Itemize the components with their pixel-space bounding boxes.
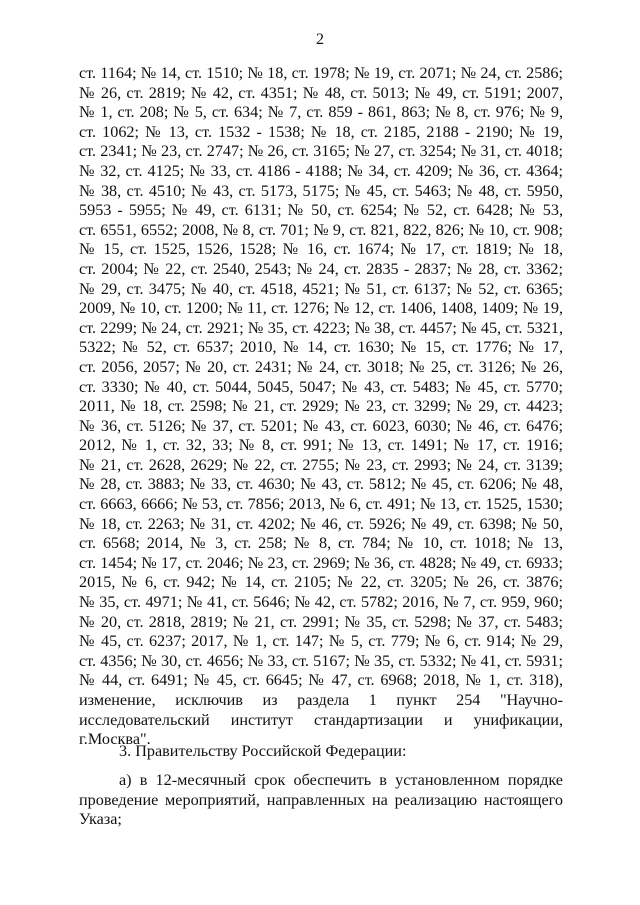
body-line: изменение, исключив из раздела 1 пункт 254 "Научно- bbox=[79, 691, 563, 709]
body-line: ст. 1062; № 13, ст. 1532 - 1538; № 18, ст. 2185, 2188 - 2190; № 19, bbox=[79, 122, 563, 141]
body-line: № 38, ст. 4510; № 43, ст. 5173, 5175; № 45, ст. 5463; № 48, ст. 5950, bbox=[79, 181, 563, 200]
body-line: № 35, ст. 4971; № 41, ст. 5646; № 42, ст. 5782; 2016, № 7, ст. 959, 960; bbox=[79, 593, 563, 612]
body-line: ст. 2299; № 24, ст. 2921; № 35, ст. 4223; № 38, ст. 4457; № 45, ст. 5321, bbox=[79, 318, 563, 337]
body-line: 5322; № 52, ст. 6537; 2010, № 14, ст. 1630; № 15, ст. 1776; № 17, bbox=[79, 338, 563, 357]
body-line: № 18, ст. 2263; № 31, ст. 4202; № 46, ст. 5926; № 49, ст. 6398; № 50, bbox=[79, 514, 563, 533]
body-line: 5953 - 5955; № 49, ст. 6131; № 50, ст. 6254; № 52, ст. 6428; № 53, bbox=[79, 201, 563, 220]
body-line: ст. 6663, 6666; № 53, ст. 7856; 2013, № 6, ст. 491; № 13, ст. 1525, 1530; bbox=[79, 495, 563, 514]
body-line: № 26, ст. 2819; № 42, ст. 4351; № 48, ст. 5013; № 49, ст. 5191; 2007, bbox=[79, 83, 563, 102]
body-line: № 36, ст. 5126; № 37, ст. 5201; № 43, ст. 6023, 6030; № 46, ст. 6476; bbox=[79, 416, 563, 435]
section-heading: 3. Правительству Российской Федерации: bbox=[119, 742, 407, 760]
subparagraph bbox=[79, 771, 563, 830]
body-line: № 1, ст. 208; № 5, ст. 634; № 7, ст. 859 - 861, 863; № 8, ст. 976; № 9, bbox=[79, 103, 563, 122]
body-line: ст. 1164; № 14, ст. 1510; № 18, ст. 1978; № 19, ст. 2071; № 24, ст. 2586; bbox=[79, 64, 563, 82]
body-line: ст. 3330; № 40, ст. 5044, 5045, 5047; № 43, ст. 5483; № 45, ст. 5770; bbox=[79, 377, 563, 396]
subparagraph-line: проведение мероприятий, направленных на реализацию настоящего bbox=[79, 790, 563, 809]
body-line: № 20, ст. 2818, 2819; № 21, ст. 2991; № 35, ст. 5298; № 37, ст. 5483; bbox=[79, 612, 563, 631]
body-line: ст. 4356; № 30, ст. 4656; № 33, ст. 5167; № 35, ст. 5332; № 41, ст. 5931; bbox=[79, 651, 563, 670]
body-line: № 44, ст. 6491; № 45, ст. 6645; № 47, ст. 6968; 2018, № 1, ст. 318), bbox=[79, 671, 563, 690]
body-line: 2015, № 6, ст. 942; № 14, ст. 2105; № 22, ст. 3205; № 26, ст. 3876; bbox=[79, 573, 563, 592]
body-line: г.Москва". bbox=[79, 730, 151, 749]
subparagraph-line: Указа; bbox=[79, 810, 122, 829]
body-line: № 32, ст. 4125; № 33, ст. 4186 - 4188; № 34, ст. 4209; № 36, ст. 4364; bbox=[79, 161, 563, 180]
body-line: ст. 2341; № 23, ст. 2747; № 26, ст. 3165; № 27, ст. 3254; № 31, ст. 4018; bbox=[79, 142, 563, 161]
subparagraph-line: а) в 12-месячный срок обеспечить в установленном порядке bbox=[119, 771, 563, 789]
body-line: 2009, № 10, ст. 1200; № 11, ст. 1276; № 12, ст. 1406, 1408, 1409; № 19, bbox=[79, 299, 563, 318]
body-line: № 21, ст. 2628, 2629; № 22, ст. 2755; № 23, ст. 2993; № 24, ст. 3139; bbox=[79, 455, 563, 474]
page-number: 2 bbox=[316, 31, 324, 48]
body-line: ст. 6568; 2014, № 3, ст. 258; № 8, ст. 784; № 10, ст. 1018; № 13, bbox=[79, 534, 563, 553]
body-line: 2012, № 1, ст. 32, 33; № 8, ст. 991; № 13, ст. 1491; № 17, ст. 1916; bbox=[79, 436, 563, 455]
body-line: № 45, ст. 6237; 2017, № 1, ст. 147; № 5, ст. 779; № 6, ст. 914; № 29, bbox=[79, 632, 563, 651]
body-line: исследовательский институт стандартизации и унификации, bbox=[79, 710, 563, 729]
body-line: № 15, ст. 1525, 1526, 1528; № 16, ст. 1674; № 17, ст. 1819; № 18, bbox=[79, 240, 563, 259]
body-line: ст. 2004; № 22, ст. 2540, 2543; № 24, ст. 2835 - 2837; № 28, ст. 3362; bbox=[79, 259, 563, 278]
body-line: ст. 2056, 2057; № 20, ст. 2431; № 24, ст. 3018; № 25, ст. 3126; № 26, bbox=[79, 357, 563, 376]
body-line: № 28, ст. 3883; № 33, ст. 4630; № 43, ст. 5812; № 45, ст. 6206; № 48, bbox=[79, 475, 563, 494]
body-text bbox=[79, 64, 563, 750]
body-line: ст. 6551, 6552; 2008, № 8, ст. 701; № 9, ст. 821, 822, 826; № 10, ст. 908; bbox=[79, 220, 563, 239]
body-line: № 29, ст. 3475; № 40, ст. 4518, 4521; № 51, ст. 6137; № 52, ст. 6365; bbox=[79, 279, 563, 298]
body-line: 2011, № 18, ст. 2598; № 21, ст. 2929; № 23, ст. 3299; № 29, ст. 4423; bbox=[79, 397, 563, 416]
body-line: ст. 1454; № 17, ст. 2046; № 23, ст. 2969; № 36, ст. 4828; № 49, ст. 6933; bbox=[79, 553, 563, 572]
